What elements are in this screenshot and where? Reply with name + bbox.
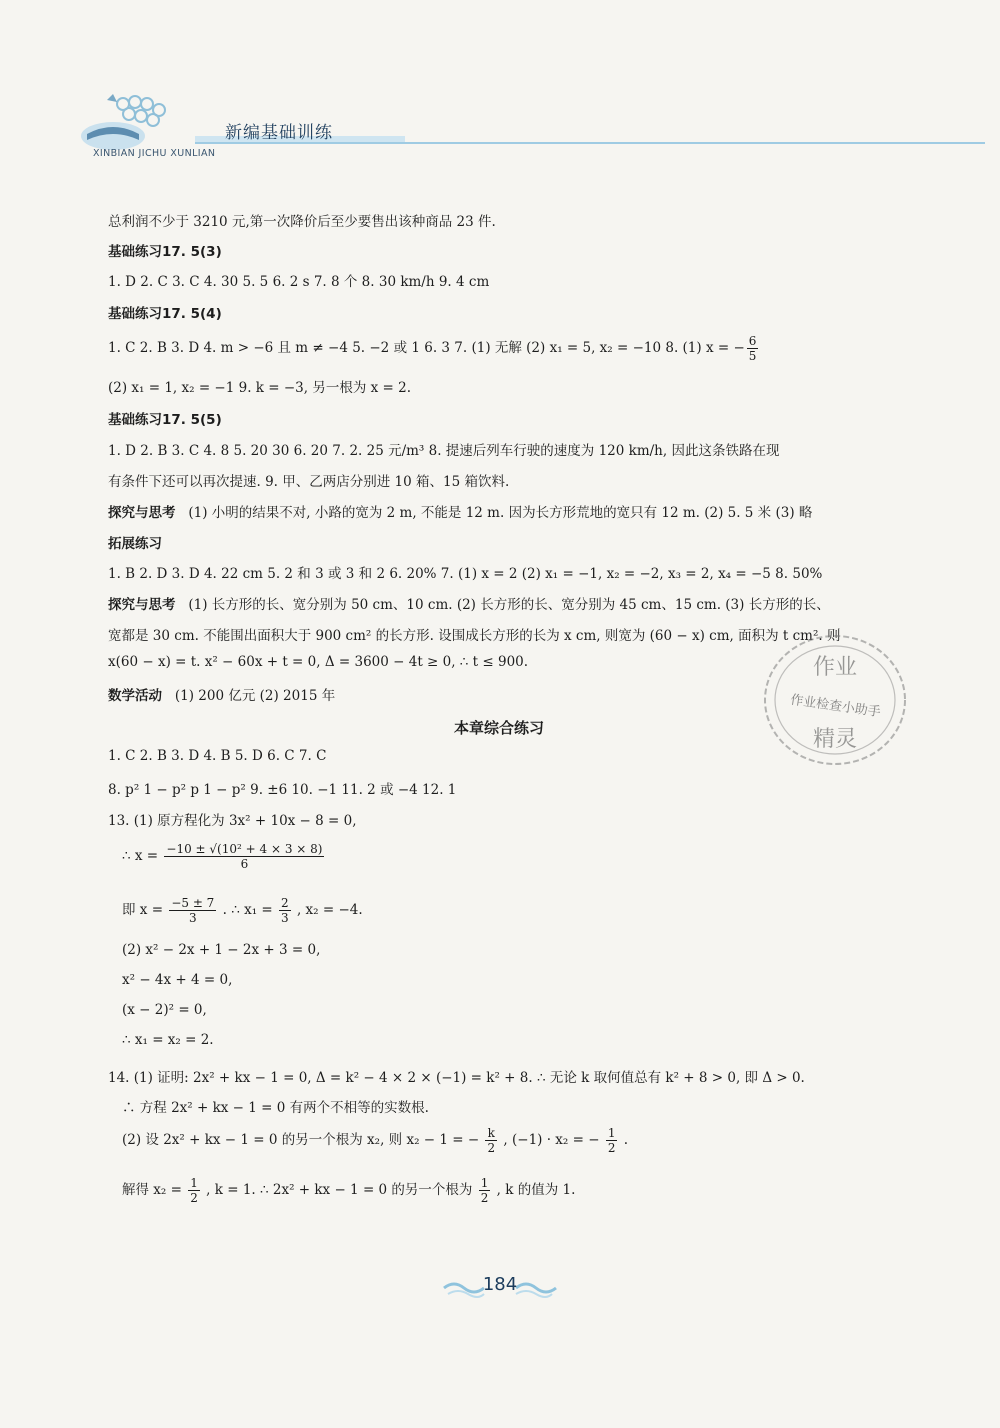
section-heading: 基础练习17. 5(4) [108, 306, 222, 322]
formula-line: 解得 x₂ = $\frac{1}{2}$ , k = 1. ∴ 2x² + kx − 1 = 0 的另一个根为 $\frac{1}{2}$ , k 的值为 1. [122, 1176, 576, 1205]
stamp-top-text: 作业 [812, 655, 858, 680]
explore-label: 探究与思考 [108, 597, 176, 613]
section-heading: 拓展练习 [108, 536, 162, 552]
answer-line: 13. (1) 原方程化为 3x² + 10x − 8 = 0, [108, 813, 357, 829]
answer-line [108, 334, 760, 363]
formula-line: (2) x² − 2x + 1 − 2x + 3 = 0, [122, 942, 321, 958]
section-heading: 基础练习17. 5(5) [108, 412, 222, 428]
answer-line: 宽都是 30 cm. 不能围出面积大于 900 cm² 的长方形. 设围成长方形的长为 x cm, 则宽为 (60 − x) cm, 面积为 t cm². 则 [108, 628, 841, 644]
activity-label: 数学活动 [108, 688, 162, 704]
answer-line: 1. D 2. C 3. C 4. 30 5. 5 6. 2 s 7. 8 个 8. 30 km/h 9. 4 cm [108, 274, 490, 290]
fraction: $\frac{1}{2}$ [190, 1176, 198, 1205]
formula-line: ∴ x₁ = x₂ = 2. [122, 1032, 214, 1048]
formula-line: ∴ 方程 2x² + kx − 1 = 0 有两个不相等的实数根. [122, 1100, 429, 1116]
chapter-title: 本章综合练习 [453, 719, 544, 737]
answer-line: x(60 − x) = t. x² − 60x + t = 0, Δ = 3600 − 4t ≥ 0, ∴ t ≤ 900. [108, 654, 529, 670]
formula-line: (2) 设 2x² + kx − 1 = 0 的另一个根为 x₂, 则 x₂ − 1 = − $\frac{k}{2}$ , (−1) · x₂ = − $\frac{1}{2}$ . [122, 1126, 629, 1155]
answer-line: 14. (1) 证明: 2x² + kx − 1 = 0, Δ = k² − 4 × 2 × (−1) = k² + 8. ∴ 无论 k 取何值总有 k² + 8 > 0, 即 Δ > 0. [108, 1070, 805, 1086]
fraction: $\frac{k}{2}$ [487, 1126, 496, 1155]
explore-text: (1) 小明的结果不对, 小路的宽为 2 m, 不能是 12 m. 因为长方形荒地的宽只有 12 m. (2) 5. 5 米 (3) 略 [188, 505, 813, 521]
text-line: 总利润不少于 3210 元,第一次降价后至少要售出该种商品 23 件. [108, 214, 496, 230]
fraction: $\frac{1}{2}$ [607, 1126, 616, 1155]
fraction: $\frac{1}{2}$ [480, 1176, 489, 1205]
header-subtitle: XINBIAN JICHU XUNLIAN [93, 148, 216, 159]
formula-line: x² − 4x + 4 = 0, [122, 972, 233, 988]
fraction: $\frac{\text{−10 ± √(10² + 4 × 3 × 8)}}{6}$ [166, 842, 323, 871]
formula-line: ∴ x = $\frac{\text{−10 ± √(10² + 4 × 3 × 8)}}{6}$ [122, 842, 323, 871]
answer-line: 1. C 2. B 3. D 4. B 5. D 6. C 7. C [108, 748, 327, 764]
formula-line: (x − 2)² = 0, [122, 1002, 207, 1018]
explore-label: 探究与思考 [108, 505, 176, 521]
activity-text: (1) 200 亿元 (2) 2015 年 [174, 688, 336, 704]
answer-line: (2) x₁ = 1, x₂ = −1 9. k = −3, 另一根为 x = 2. [108, 380, 412, 396]
header-title: 新编基础训练 [225, 123, 333, 143]
answer-line: 1. D 2. B 3. C 4. 8 5. 20 30 6. 20 7. 2. 25 元/m³ 8. 提速后列车行驶的速度为 120 km/h, 因此这条铁路在现 [108, 443, 780, 459]
stamp-bottom-text: 精灵 [812, 727, 858, 752]
formula-line: 即 x = $\frac{-5 \pm 7}{3}$ . ∴ x₁ = $\frac{2}{3}$ , x₂ = −4. [122, 896, 363, 925]
explore-text: (1) 长方形的长、宽分别为 50 cm、10 cm. (2) 长方形的长、宽分别为 45 cm、15 cm. (3) 长方形的长、 [188, 597, 830, 613]
page-number: 184 [482, 1274, 518, 1295]
activity-line [108, 684, 335, 704]
section-heading: 基础练习17. 5(3) [108, 244, 222, 260]
header [65, 90, 990, 160]
fraction: $\frac{6}{5}$ [748, 334, 757, 363]
stamp-middle-text: 作业检查小助手 [789, 692, 882, 721]
answer-line: 有条件下还可以再次提速. 9. 甲、乙两店分别进 10 箱、15 箱饮料. [108, 474, 510, 490]
fraction: $\frac{2}{3}$ [281, 896, 289, 925]
answer-text: 1. C 2. B 3. D 4. m > −6 且 m ≠ −4 5. −2 或 1 6. 3 7. (1) 无解 (2) x₁ = 5, x₂ = −10 8. (1) x = − [108, 340, 745, 356]
explore-line [108, 593, 830, 613]
answer-line: 8. p² 1 − p² p 1 − p² 9. ±6 10. −1 11. 2 或 −4 12. 1 [108, 782, 457, 798]
book-logo-icon [73, 90, 223, 154]
explore-line [108, 501, 812, 521]
watermark-stamp-icon [760, 630, 910, 770]
page-footer [440, 1266, 560, 1302]
fraction: $\frac{-5 \pm 7}{3}$ [171, 896, 215, 925]
answer-line: 1. B 2. D 3. D 4. 22 cm 5. 2 和 3 或 3 和 2 6. 20% 7. (1) x = 2 (2) x₁ = −1, x₂ = −2, x₃ = 2, x₄ = −5 8. 50% [108, 566, 823, 582]
